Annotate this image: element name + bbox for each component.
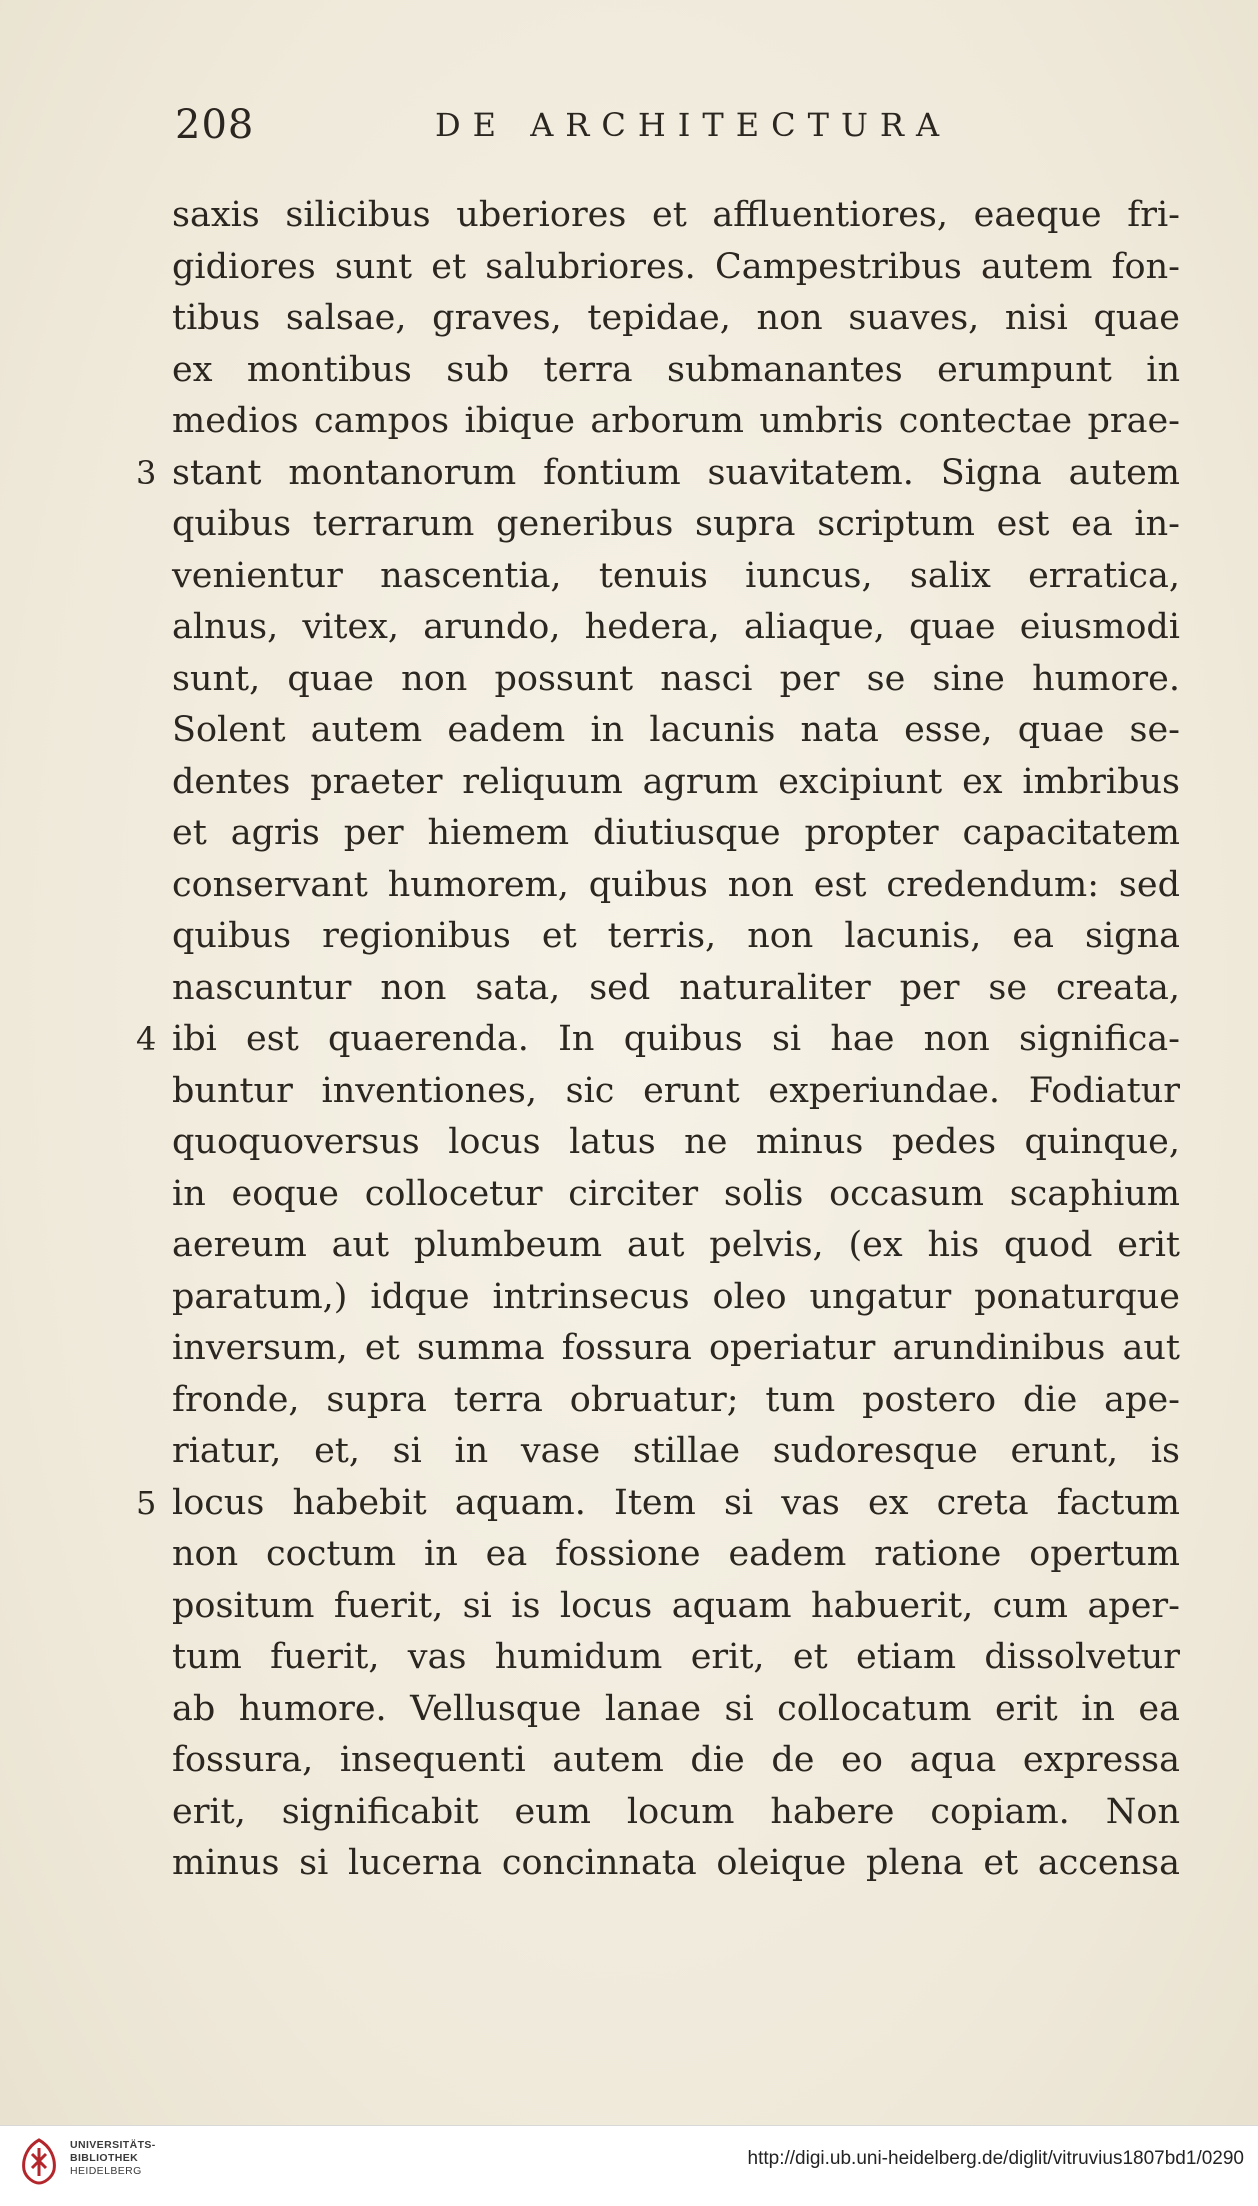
section-number: 3 — [136, 453, 157, 492]
line-text: gidiores sunt et salubriores. Campestribus autem fon- — [172, 246, 1180, 287]
text-line — [172, 1684, 1180, 1736]
text-line — [172, 396, 1180, 448]
line-text: medios campos ibique arborum umbris contectae prae- — [172, 401, 1180, 441]
line-text: ibi est quaerenda. In quibus si hae non significa- — [172, 1019, 1180, 1059]
text-line — [172, 1632, 1180, 1684]
text-line — [172, 1272, 1180, 1324]
line-text: ab humore. Vellusque lanae si collocatum erit in ea — [172, 1688, 1180, 1729]
text-line — [136, 1478, 1180, 1530]
library-name-line: UNIVERSITÄTS- — [70, 2139, 156, 2151]
running-head: DE ARCHITECTURA — [435, 106, 952, 144]
line-text: paratum,) idque intrinsecus oleo ungatur ponaturque — [172, 1276, 1180, 1317]
text-line — [172, 1838, 1180, 1890]
line-text: tum fuerit, vas humidum erit, et etiam dissolvetur — [172, 1637, 1180, 1677]
text-line — [172, 1169, 1180, 1221]
line-text: fossura, insequenti autem die de eo aqua expressa — [172, 1740, 1180, 1780]
text-line — [172, 808, 1180, 860]
line-text: quibus terrarum generibus supra scriptum est ea in- — [172, 504, 1180, 544]
text-line — [172, 1323, 1180, 1375]
text-line — [172, 602, 1180, 654]
library-name-line: BIBLIOTHEK — [70, 2152, 139, 2164]
text-line — [172, 1220, 1180, 1272]
line-text: sunt, quae non possunt nasci per se sine humore. — [172, 658, 1180, 699]
text-line — [172, 705, 1180, 757]
text-line — [136, 1014, 1180, 1066]
text-line — [136, 448, 1180, 500]
line-text: positum fuerit, si is locus aquam habuerit, cum aper- — [172, 1585, 1180, 1626]
text-line — [172, 1117, 1180, 1169]
line-text: alnus, vitex, arundo, hedera, aliaque, quae eiusmodi — [172, 607, 1180, 647]
text-line — [172, 963, 1180, 1015]
line-text: riatur, et, si in vase stillae sudoresque erunt, is — [172, 1431, 1180, 1471]
line-text: quibus regionibus et terris, non lacunis, ea signa — [172, 916, 1180, 956]
text-line — [172, 345, 1180, 397]
text-line — [172, 757, 1180, 809]
library-name-line: HEIDELBERG — [70, 2165, 142, 2177]
page-header — [175, 102, 1185, 162]
line-text: locus habebit aquam. Item si vas ex creta factum — [172, 1482, 1180, 1523]
body-text — [136, 190, 1180, 1890]
line-text: nascuntur non sata, sed naturaliter per se creata, — [172, 967, 1180, 1008]
text-line — [172, 654, 1180, 706]
section-number: 4 — [136, 1020, 157, 1058]
text-line — [172, 551, 1180, 603]
line-text: tibus salsae, graves, tepidae, non suaves, nisi quae — [172, 298, 1180, 338]
library-name — [70, 2139, 156, 2178]
text-line — [172, 190, 1180, 242]
text-line — [172, 1581, 1180, 1633]
text-line — [172, 911, 1180, 963]
footer-bar — [0, 2125, 1258, 2206]
text-line — [172, 1735, 1180, 1787]
section-number: 5 — [136, 1483, 157, 1522]
text-line — [172, 293, 1180, 345]
text-line — [172, 1066, 1180, 1118]
line-text: aereum aut plumbeum aut pelvis, (ex his quod erit — [172, 1225, 1180, 1265]
line-text: buntur inventiones, sic erunt experiundae. Fodiatur — [172, 1070, 1180, 1111]
text-line — [172, 499, 1180, 551]
line-text: minus si lucerna concinnata oleique plena et accensa — [172, 1843, 1180, 1883]
line-text: inversum, et summa fossura operiatur arundinibus aut — [172, 1328, 1180, 1368]
line-text: venientur nascentia, tenuis iuncus, salix erratica, — [172, 555, 1180, 596]
line-text: non coctum in ea fossione eadem ratione opertum — [172, 1534, 1180, 1574]
text-line — [172, 1426, 1180, 1478]
text-line — [172, 242, 1180, 294]
line-text: quoquoversus locus latus ne minus pedes quinque, — [172, 1122, 1180, 1162]
text-line — [172, 1375, 1180, 1427]
text-line — [172, 1787, 1180, 1839]
line-text: saxis silicibus uberiores et affluentiores, eaeque fri- — [172, 195, 1180, 235]
line-text: conservant humorem, quibus non est credendum: sed — [172, 864, 1180, 905]
line-text: fronde, supra terra obruatur; tum postero die ape- — [172, 1379, 1180, 1420]
line-text: erit, significabit eum locum habere copiam. Non — [172, 1791, 1180, 1832]
line-text: in eoque collocetur circiter solis occasum scaphium — [172, 1173, 1180, 1214]
line-text: dentes praeter reliquum agrum excipiunt ex imbribus — [172, 761, 1180, 802]
page-number: 208 — [175, 102, 255, 148]
line-text: ex montibus sub terra submanantes erumpunt in — [172, 349, 1180, 390]
source-url-link[interactable]: http://digi.ub.uni-heidelberg.de/diglit/vitruvius1807bd1/0290 — [747, 2148, 1244, 2169]
library-seal-icon — [14, 2136, 64, 2186]
text-line — [172, 1529, 1180, 1581]
line-text: Solent autem eadem in lacunis nata esse, quae se- — [172, 710, 1180, 750]
text-line — [172, 860, 1180, 912]
line-text: et agris per hiemem diutiusque propter capacitatem — [172, 813, 1180, 853]
line-text: stant montanorum fontium suavitatem. Signa autem — [172, 452, 1180, 493]
